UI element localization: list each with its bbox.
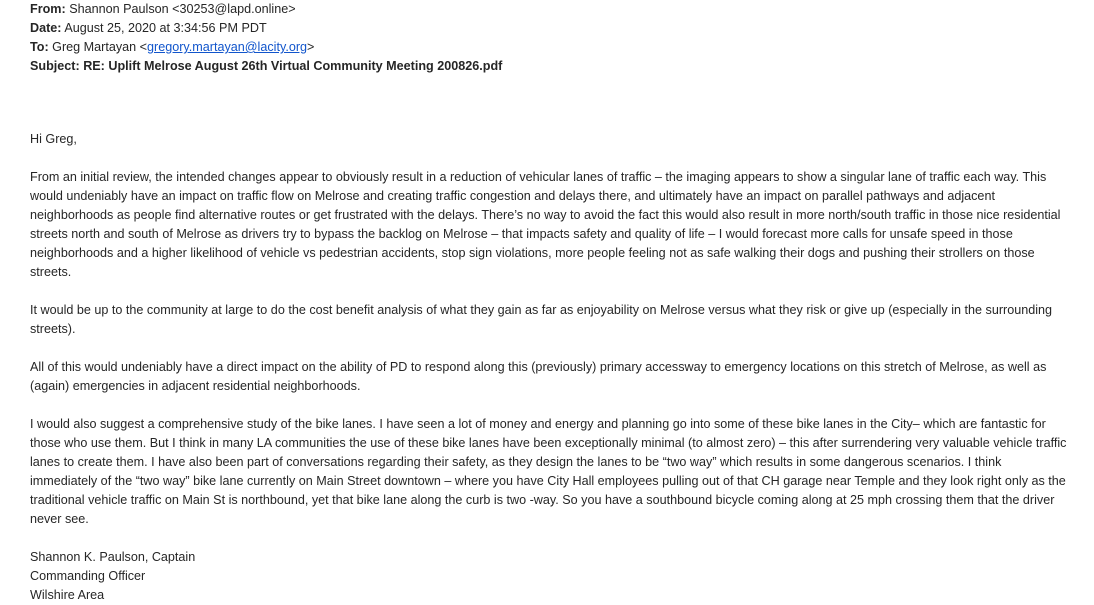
paragraph-4 [30, 415, 1070, 529]
signature-title: Commanding Officer [30, 569, 146, 583]
paragraph-3 [30, 358, 1070, 396]
paragraph-4-text: I would also suggest a comprehensive study of the bike lanes. I have seen a lot of money and energy and planning go into some of these bike lanes in the City– which are fantastic for those who use them. But I think in many LA communities the use of these bike lanes have been exceptionally minimal (to almost zero) – this after surrendering very valuable vehicle traffic lanes to create them. I have also been part of conversations regarding their safety, as they design the lanes to be “two way” which results in some dangerous scenarios. I think immediately of the “two way” bike lane currently on Main Street downtown – where you have City Hall employees pulling out of that CH garage near Temple and they look right only as the traditional vehicle traffic on Main St is northbound, yet that bike lane along the curb is two -way. So you have a southbound bicycle coming along at 25 mph crossing them that the driver never see. [30, 417, 1067, 526]
signature [30, 548, 1070, 605]
signature-area: Wilshire Area [30, 588, 105, 602]
signature-name: Shannon K. Paulson, Captain [30, 550, 196, 564]
email-header [30, 0, 1070, 76]
to-close: > [307, 40, 315, 54]
subject-label: Subject: [30, 59, 80, 73]
to-line [30, 38, 1070, 57]
greeting [30, 130, 1070, 149]
from-label: From: [30, 2, 66, 16]
to-name: Greg Martayan < [52, 40, 148, 54]
paragraph-2-text: It would be up to the community at large to do the cost benefit analysis of what they gain as far as enjoyability on Melrose versus what they risk or give up (especially in the surrounding streets). [30, 303, 1053, 336]
paragraph-3-text: All of this would undeniably have a direct impact on the ability of PD to respond along this (previously) primary accessway to emergency locations on this stretch of Melrose, as well as (again) emergencies in adjacent residential neighborhoods. [30, 360, 1047, 393]
paragraph-2 [30, 301, 1070, 339]
subject-line [30, 57, 1070, 76]
from-line [30, 0, 1070, 19]
to-email-link[interactable]: gregory.martayan@lacity.org [147, 40, 308, 54]
greeting-text: Hi Greg, [30, 132, 77, 146]
subject-value: RE: Uplift Melrose August 26th Virtual Community Meeting 200826.pdf [83, 59, 503, 73]
paragraph-1 [30, 168, 1070, 282]
date-value: August 25, 2020 at 3:34:56 PM PDT [64, 21, 267, 35]
date-label: Date: [30, 21, 62, 35]
date-line [30, 19, 1070, 38]
paragraph-1-text: From an initial review, the intended changes appear to obviously result in a reduction of vehicular lanes of traffic – the imaging appears to show a singular lane of traffic each way. This would undeniably have an impact on traffic flow on Melrose and creating traffic congestion and delays there, and ultimately have an impact on parallel pathways and adjacent neighborhoods as people find alternative routes or get frustrated with the delays. There’s no way to avoid the fact this would also result in more north/south traffic in those nice residential streets north and south of Melrose as drivers try to bypass the backlog on Melrose – that impacts safety and quality of life – I would forecast more calls for unsafe speed in those neighborhoods and a higher likelihood of vehicle vs pedestrian accidents, stop sign violations, more people feeling not as safe walking their dogs and pushing their strollers on those streets. [30, 170, 1061, 279]
from-value: Shannon Paulson <30253@lapd.online> [69, 2, 296, 16]
to-label: To: [30, 40, 49, 54]
